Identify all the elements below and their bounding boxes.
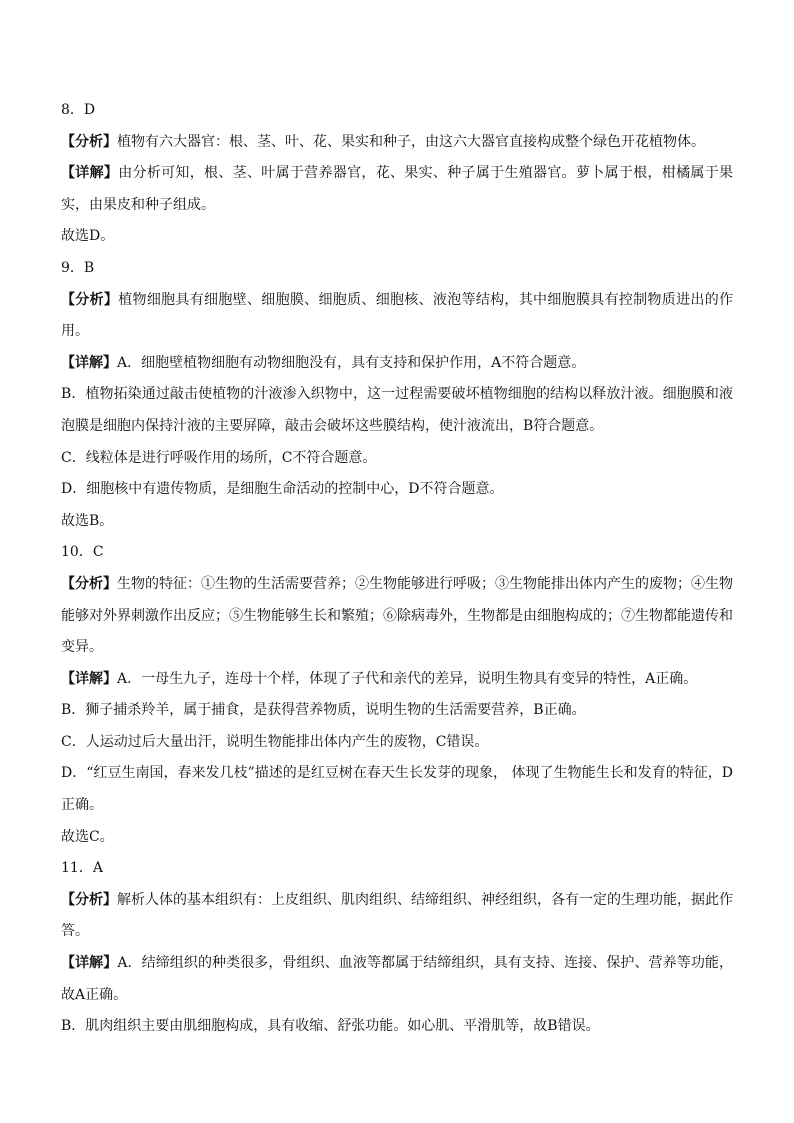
q9-analysis-tag: 【分析】 [61,291,119,308]
q9-analysis-text: 植物细胞具有细胞壁、细胞膜、细胞质、细胞核、液泡等结构，其中细胞膜具有控制物质进出的作用。 [61,291,733,340]
q11-detail-tag: 【详解】 [61,955,118,972]
q11-analysis-tag: 【分析】 [61,891,117,908]
q9-analysis [61,285,733,348]
q10-detail-text: A．一母生九子，连母十个样，体现了子代和亲代的差异，说明生物具有变异的特性，A正确。 [117,670,698,687]
q11-option-b: B．肌肉组织主要由肌细胞构成，具有收缩、舒张功能。如心肌、平滑肌等，故B错误。 [61,1018,600,1035]
q8-analysis [61,127,733,159]
q8-analysis-tag: 【分析】 [61,133,117,150]
q8-number: 8．D [61,102,96,118]
q8-detail [61,158,733,221]
q9-option-b: B．植物拓染通过敲击使植物的汁液渗入织物中，这一过程需要破坏植物细胞的结构以释放汁液。细胞膜和液泡膜是细胞内保持汁液的主要屏障，敲击会破坏这些膜结构，使汁液流出，B符合题意。 [61,386,733,434]
q8-conclusion: 故选D。 [61,228,115,245]
q9-detail-tag: 【详解】 [61,354,117,371]
answer-content [61,95,733,1043]
q10-detail [61,664,733,696]
q10-analysis [61,569,733,664]
q9-option-d: D．细胞核中有遗传物质，是细胞生命活动的控制中心，D不符合题意。 [61,481,504,498]
q10-option-d: D．“红豆生南国，春来发几枝”描述的是红豆树在春天生长发芽的现象， 体现了生物能生长和发育的特征，D正确。 [61,765,733,814]
q11-number: 11．A [61,860,103,877]
q9-detail-text: A．细胞壁植物细胞有动物细胞没有，具有支持和保护作用，A不符合题意。 [117,354,586,371]
q10-analysis-tag: 【分析】 [61,575,117,592]
q10-number: 10．C [61,544,104,561]
q11-analysis [61,885,733,948]
q11-detail [61,948,733,1011]
q11-analysis-text: 解析人体的基本组织有：上皮组织、肌肉组织、结缔组织、神经组织，各有一定的生理功能，据此作答。 [61,891,733,940]
q8-detail-tag: 【详解】 [61,165,119,182]
q9-option-c: C．线粒体是进行呼吸作用的场所，C不符合题意。 [61,449,377,466]
q8-detail-text: 由分析可知，根、茎、叶属于营养器官，花、果实、种子属于生殖器官。萝卜属于根，柑橘属于果实，由果皮和种子组成。 [61,165,733,213]
q10-conclusion: 故选C。 [61,828,114,845]
q9-detail [61,348,733,380]
q8-analysis-text: 植物有六大器官：根、茎、叶、花、果实和种子，由这六大器官直接构成整个绿色开花植物体。 [117,133,705,150]
q9-number: 9．B [61,259,95,276]
q10-option-b: B．狮子捕杀羚羊，属于捕食，是获得营养物质，说明生物的生活需要营养，B正确。 [61,702,586,719]
q9-conclusion: 故选B。 [61,512,114,529]
q10-option-c: C．人运动过后大量出汗，说明生物能排出体内产生的废物，C错误。 [61,733,489,750]
q11-detail-text: A．结缔组织的种类很多，骨组织、血液等都属于结缔组织，具有支持、连接、保护、营养等功能，故A正确。 [61,955,734,1003]
q10-detail-tag: 【详解】 [61,670,117,687]
q10-analysis-text: 生物的特征：①生物的生活需要营养；②生物能够进行呼吸；③生物能排出体内产生的废物；④生物能够对外界刺激作出反应；⑤生物能够生长和繁殖；⑥除病毒外，生物都是由细胞构成的；⑦生物都能遗传和变异。 [61,575,733,656]
